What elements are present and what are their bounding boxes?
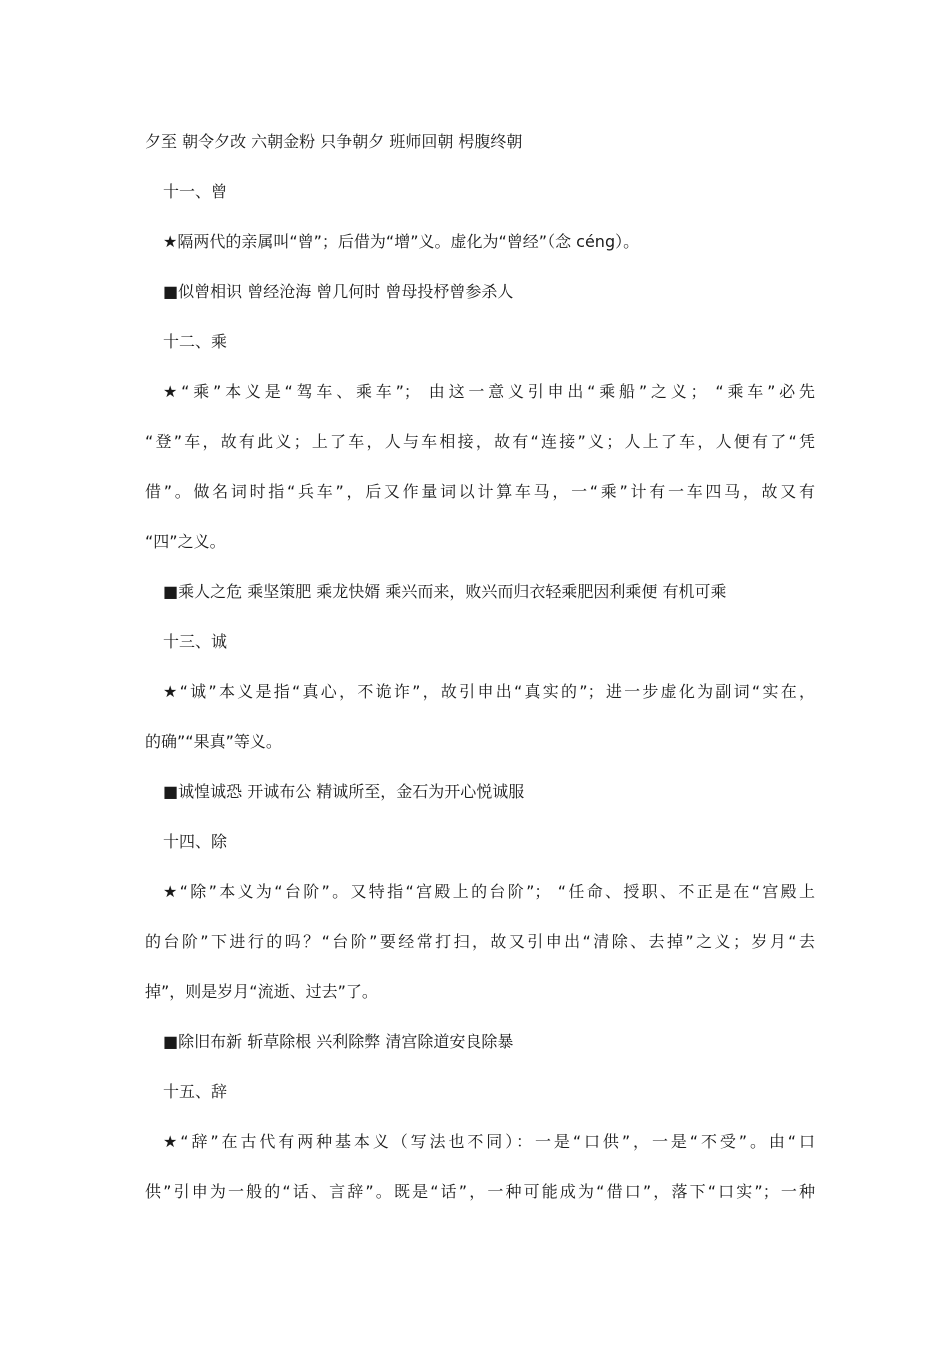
text-line: 夕至 朝令夕改 六朝金粉 只争朝夕 班师回朝 枵腹终朝 (145, 132, 523, 151)
text-line: “登”车，故有此义；上了车，人与车相接，故有“连接”义；人上了车，人便有了“凭 (145, 432, 815, 451)
text-line: ★“诚”本义是指“真心，不诡诈”，故引申出“真实的”；进一步虚化为副词“实在， (163, 682, 815, 701)
text-line: 的台阶”下进行的吗？“台阶”要经常打扫，故又引申出“清除、去掉”之义；岁月“去 (145, 932, 815, 951)
section-heading: 十五、辞 (163, 1082, 228, 1101)
text-line: 的确”“果真”等义。 (145, 732, 282, 751)
text-line: ★隔两代的亲属叫“曾”；后借为“增”义。虚化为“曾经”（念 céng）。 (163, 232, 640, 251)
text-line: 掉”，则是岁月“流逝、过去”了。 (145, 982, 378, 1001)
idiom-list: ■除旧布新 斩草除根 兴利除弊 清宫除道安良除暴 (163, 1032, 514, 1051)
text-line: ★“辞”在古代有两种基本义（写法也不同）：一是“口供”，一是“不受”。由“口 (163, 1132, 815, 1151)
idiom-list: ■诚惶诚恐 开诚布公 精诚所至，金石为开心悦诚服 (163, 782, 525, 801)
text-line: “四”之义。 (145, 532, 226, 551)
section-heading: 十三、诚 (163, 632, 228, 651)
section-heading: 十四、除 (163, 832, 228, 851)
text-line: ★“除”本义为“台阶”。又特指“宫殿上的台阶”； “任命、授职、不正是在“宫殿上 (163, 882, 815, 901)
text-line: 供”引申为一般的“话、言辞”。既是“话”，一种可能成为“借口”，落下“口实”；一种 (145, 1182, 815, 1201)
section-heading: 十一、曾 (163, 182, 228, 201)
idiom-list: ■似曾相识 曾经沧海 曾几何时 曾母投杼曾参杀人 (163, 282, 514, 301)
text-line: 借”。做名词时指“兵车”，后又作量词以计算车马，一“乘”计有一车四马，故又有 (145, 482, 815, 501)
idiom-list: ■乘人之危 乘坚策肥 乘龙快婿 乘兴而来，败兴而归衣轻乘肥因利乘便 有机可乘 (163, 582, 727, 601)
section-heading: 十二、乘 (163, 332, 228, 351)
text-line: ★“乘”本义是“驾车、乘车”； 由这一意义引申出“乘船”之义； “乘车”必先 (163, 382, 815, 401)
